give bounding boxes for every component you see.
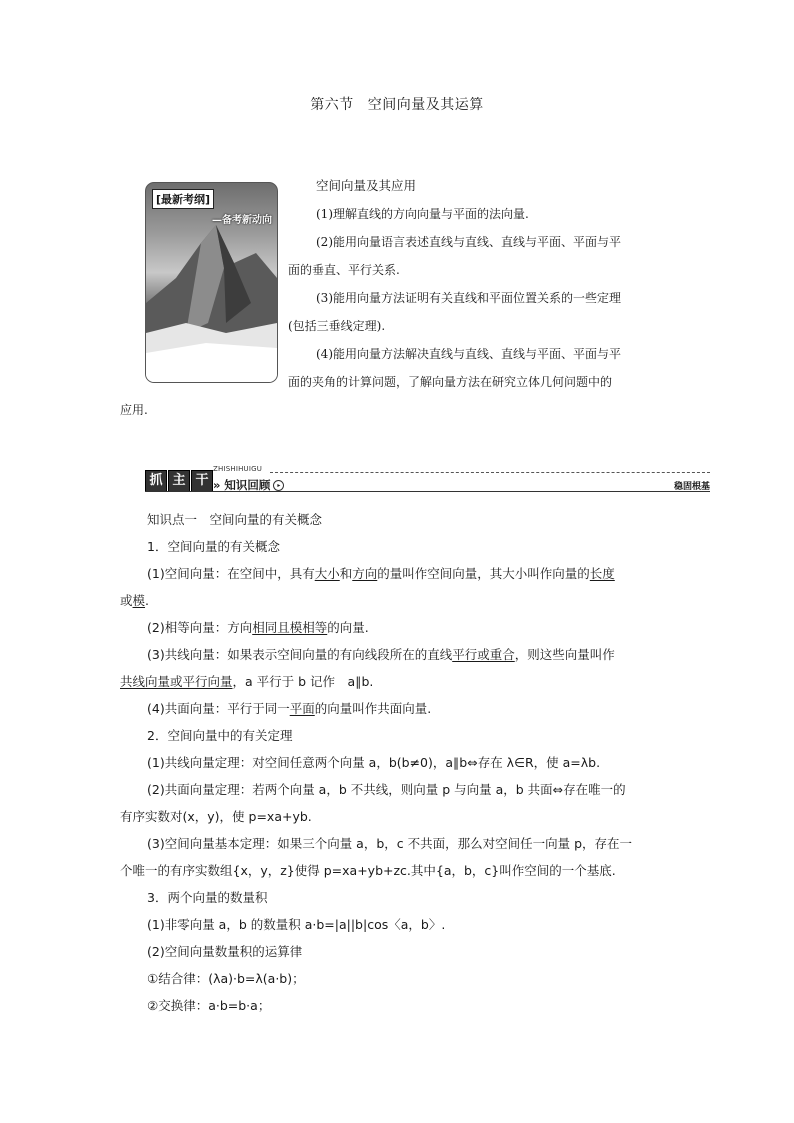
banner-sub-label: —备考新动向 [212,215,272,226]
paragraph: (1)非零向量 a，b 的数量积 a·b=|a||b|cos〈a，b〉. [147,917,446,932]
paragraph [120,560,680,587]
subsection-heading: 1．空间向量的有关概念 [147,539,280,554]
paragraph: (2)空间向量数量积的运算律 [147,944,303,959]
paragraph: ②交换律：a·b=b·a； [147,998,271,1013]
paragraph: (2)共面向量定理：若两个向量 a，b 不共线，则向量 p 与向量 a，b 共面⇔存在唯一的 [147,782,626,797]
text: (2)相等向量：方向 [147,620,253,635]
section-number: 第六节 [310,97,354,113]
section-title: 空间向量及其运算 [367,97,484,113]
play-icon: ▸ [273,480,284,491]
section-right-label: 稳固根基 [673,482,710,492]
requirement-line: 应用. [120,403,148,417]
section-tag [145,470,214,492]
text: 的向量叫作共面向量. [314,701,432,716]
text: ，则这些向量叫作 [514,647,615,662]
section-bar [145,465,710,492]
underlined-term: 模 [132,593,146,608]
underlined-term: 共线向量或平行向量 [120,674,233,689]
paragraph [120,641,680,668]
section-pinyin: ZHISHIHUIGU [213,465,263,473]
paragraph [120,668,680,695]
section-underline [145,491,710,492]
underlined-term: 平面 [289,701,315,716]
requirement-line: (4)能用向量方法解决直线与直线、直线与平面、平面与平 [316,347,622,361]
page-title [0,94,794,114]
requirement-line: (2)能用向量语言表述直线与直线、直线与平面、平面与平 [316,235,622,249]
text: 的向量. [327,620,369,635]
paragraph: 有序实数对(x，y)，使 p=xa+yb. [120,809,312,824]
paragraph: 个唯一的有序实数组{x，y，z}使得 p=xa+yb+zc.其中{a，b，c}叫作空间的一个基底. [120,863,616,878]
section-label-text: » 知识回顾 [213,478,271,492]
paragraph [120,587,680,614]
paragraph [120,614,680,641]
text: (3)共线向量：如果表示空间向量的有向线段所在的直线 [147,647,453,662]
subsection-heading: 3．两个向量的数量积 [147,890,268,905]
tag-char: 抓 [145,470,167,492]
paragraph: (3)空间向量基本定理：如果三个向量 a，b，c 不共面，那么对空间任一向量 p，存在一 [147,836,633,851]
requirements-block [120,172,676,424]
text: 的量叫作空间向量，其大小叫作向量的 [377,566,590,581]
text: . [145,593,150,608]
paragraph: ①结合律：(λa)·b=λ(a·b)； [147,971,305,986]
underlined-term: 相同且模相等 [252,620,328,635]
paragraph [120,695,680,722]
text: 或 [120,593,133,608]
text: a 平行于 b 记作 a∥b. [245,674,374,689]
tag-char: 干 [191,470,213,492]
requirements-heading: 空间向量及其应用 [316,178,417,193]
underlined-term: 平行或重合 [452,647,515,662]
requirement-line: (1)理解直线的方向向量与平面的法向量. [316,207,529,221]
content-body [120,506,680,1019]
requirement-line: 面的夹角的计算问题，了解向量方法在研究立体几何问题中的 [288,375,613,389]
requirement-line: (包括三垂线定理). [288,319,386,333]
tag-char: 主 [168,470,190,492]
text: 和 [339,566,353,581]
text: (1)空间向量：在空间中，具有 [147,566,315,581]
text: ， [232,674,246,689]
knowledge-point-heading: 知识点一 空间向量的有关概念 [147,512,323,527]
requirement-line: (3)能用向量方法证明有关直线和平面位置关系的一些定理 [316,291,622,305]
underlined-term: 长度 [589,566,615,581]
dashed-divider [270,472,710,473]
banner-box-label: [最新考纲] [152,189,214,209]
underlined-term: 大小 [314,566,340,581]
text: (4)共面向量：平行于同一 [147,701,290,716]
paragraph: (1)共线向量定理：对空间任意两个向量 a，b(b≠0)，a∥b⇔存在 λ∈R，使 a=λb. [147,755,601,770]
requirement-line: 面的垂直、平行关系. [288,263,400,277]
subsection-heading: 2．空间向量中的有关定理 [147,728,293,743]
underlined-term: 方向 [352,566,378,581]
